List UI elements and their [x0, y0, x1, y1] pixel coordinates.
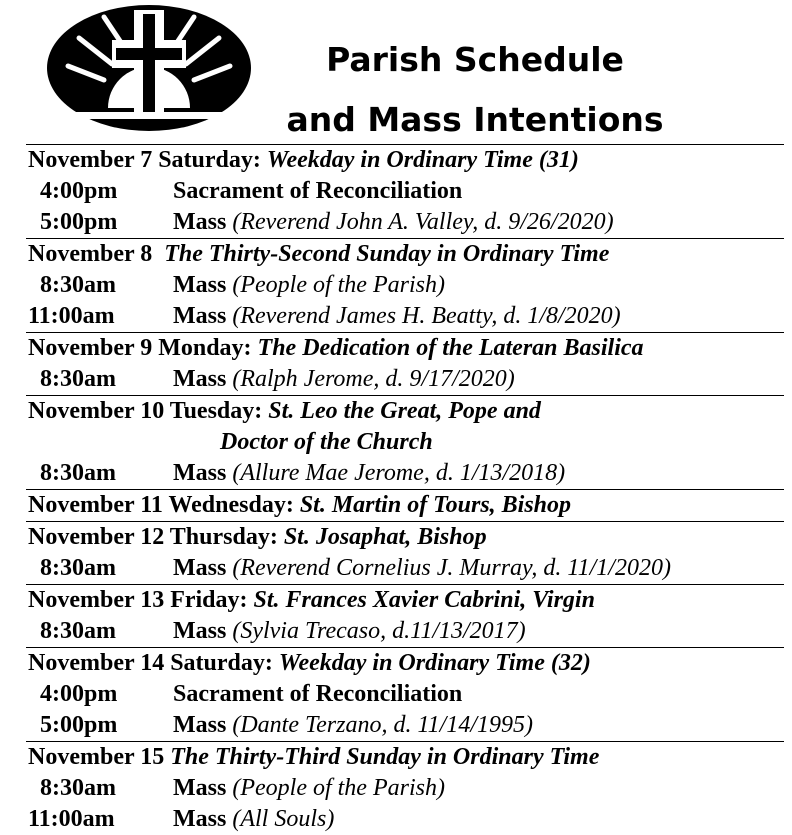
- event-label: Mass: [173, 775, 227, 801]
- day-block: [26, 647, 784, 741]
- mass-intention: (Reverend James H. Beatty, d. 1/8/2020): [232, 303, 621, 329]
- day-block: [26, 489, 784, 521]
- day-weekday: Tuesday:: [169, 398, 263, 424]
- day-heading: [26, 396, 784, 427]
- event-label: Mass: [173, 712, 227, 738]
- day-block: [26, 521, 784, 584]
- day-observance: The Dedication of the Lateran Basilica: [257, 335, 644, 361]
- event-row: [26, 207, 784, 238]
- event-time: 4:00pm: [40, 681, 118, 707]
- day-block: [26, 584, 784, 647]
- event-label: Mass: [173, 272, 227, 298]
- day-observance: The Thirty-Second Sunday in Ordinary Time: [164, 241, 610, 267]
- day-observance: St. Martin of Tours, Bishop: [299, 492, 572, 518]
- event-time: 8:30am: [40, 618, 116, 644]
- page-title-line1: Parish Schedule: [326, 40, 624, 79]
- event-row: [26, 679, 784, 710]
- day-heading: [26, 333, 784, 364]
- event-label: Mass: [173, 618, 227, 644]
- mass-intention: (People of the Parish): [232, 775, 445, 801]
- event-row: [26, 773, 784, 804]
- event-label: Mass: [173, 303, 227, 329]
- day-date: November 11: [28, 492, 163, 518]
- cross-sunrise-icon: [46, 4, 252, 132]
- day-block: [26, 395, 784, 489]
- day-observance: Weekday in Ordinary Time (32): [278, 650, 591, 676]
- event-time: 11:00am: [28, 806, 115, 832]
- day-date: November 9: [28, 335, 153, 361]
- day-date: November 7: [28, 147, 153, 173]
- day-observance: St. Frances Xavier Cabrini, Virgin: [253, 587, 595, 613]
- event-time: 8:30am: [40, 272, 116, 298]
- day-weekday: Monday:: [158, 335, 252, 361]
- day-weekday: Saturday:: [158, 147, 261, 173]
- day-heading: [26, 522, 784, 553]
- mass-intention: (All Souls): [232, 806, 335, 832]
- event-row: [26, 553, 784, 584]
- day-observance: St. Leo the Great, Pope and: [268, 398, 541, 424]
- event-label: Mass: [173, 209, 227, 235]
- mass-intention: (Sylvia Trecaso, d.11/13/2017): [232, 618, 526, 644]
- event-label: Sacrament of Reconciliation: [173, 178, 463, 204]
- event-time: 8:30am: [40, 460, 116, 486]
- event-time: 4:00pm: [40, 178, 118, 204]
- day-block: [26, 741, 784, 835]
- day-observance: The Thirty-Third Sunday in Ordinary Time: [170, 744, 600, 770]
- day-heading: [26, 239, 784, 270]
- page-title-line2: and Mass Intentions: [286, 100, 664, 139]
- mass-intention: (Reverend Cornelius J. Murray, d. 11/1/2020): [232, 555, 671, 581]
- event-label: Sacrament of Reconciliation: [173, 681, 463, 707]
- header: [0, 0, 792, 145]
- day-block: [26, 144, 784, 238]
- mass-intention: (Ralph Jerome, d. 9/17/2020): [232, 366, 515, 392]
- event-row: [26, 301, 784, 332]
- day-date: November 15: [28, 744, 165, 770]
- event-time: 8:30am: [40, 555, 116, 581]
- mass-intention: (Dante Terzano, d. 11/14/1995): [232, 712, 534, 738]
- mass-intention: (People of the Parish): [232, 272, 445, 298]
- event-row: [26, 458, 784, 489]
- event-row: [26, 364, 784, 395]
- event-time: 8:30am: [40, 366, 116, 392]
- day-block: [26, 238, 784, 332]
- event-time: 11:00am: [28, 303, 115, 329]
- mass-intention: (Reverend John A. Valley, d. 9/26/2020): [232, 209, 614, 235]
- event-row: [26, 176, 784, 207]
- day-heading: [26, 585, 784, 616]
- day-date: November 14: [28, 650, 165, 676]
- event-row: [26, 616, 784, 647]
- event-time: 8:30am: [40, 775, 116, 801]
- day-heading: [26, 145, 784, 176]
- mass-intention: (Allure Mae Jerome, d. 1/13/2018): [232, 460, 566, 486]
- event-row: [26, 804, 784, 835]
- day-heading: [26, 742, 784, 773]
- event-label: Mass: [173, 806, 227, 832]
- event-row: [26, 710, 784, 741]
- day-date: November 10: [28, 398, 165, 424]
- event-time: 5:00pm: [40, 209, 118, 235]
- event-label: Mass: [173, 366, 227, 392]
- day-weekday: Thursday:: [169, 524, 278, 550]
- day-heading: [26, 490, 784, 521]
- day-date: November 13: [28, 587, 165, 613]
- event-label: Mass: [173, 555, 227, 581]
- day-observance-continued: Doctor of the Church: [220, 429, 433, 455]
- event-label: Mass: [173, 460, 227, 486]
- event-row: [26, 270, 784, 301]
- day-weekday: Saturday:: [170, 650, 273, 676]
- day-observance: Weekday in Ordinary Time (31): [266, 147, 579, 173]
- day-block: [26, 332, 784, 395]
- day-observance: St. Josaphat, Bishop: [283, 524, 487, 550]
- day-weekday: Wednesday:: [168, 492, 294, 518]
- day-date: November 12: [28, 524, 165, 550]
- day-weekday: Friday:: [170, 587, 248, 613]
- event-time: 5:00pm: [40, 712, 118, 738]
- schedule-list: [26, 144, 784, 835]
- day-date: November 8: [28, 241, 153, 267]
- day-heading: [26, 648, 784, 679]
